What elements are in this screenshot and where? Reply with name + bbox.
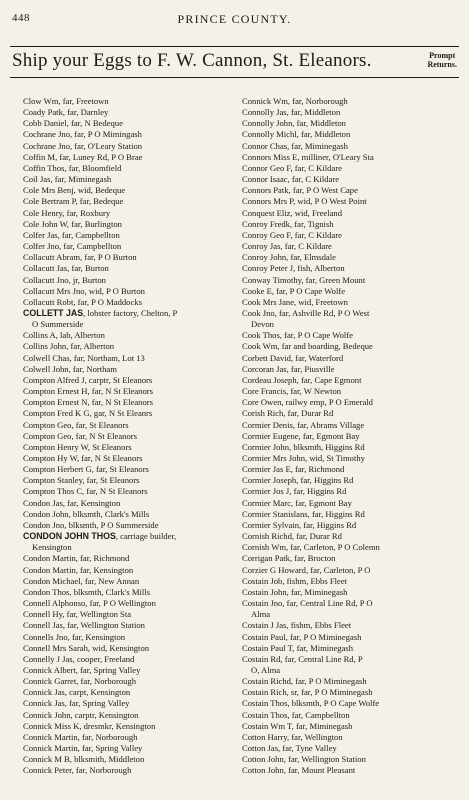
advertisement-banner (10, 46, 459, 78)
directory-entry: Coffin Thos, far, Bloomfield (23, 162, 122, 173)
directory-entry: Connell Hy, far, Wellington Sta (23, 609, 132, 620)
directory-entry: Compton Geo, far, St Eleanors (23, 419, 129, 430)
directory-entry: Cooke E, far, P O Cape Wolfe (242, 285, 346, 296)
directory-entry: Collacutt Jno, jr, Burton (23, 274, 106, 285)
directory-entry: Costain J Jas, fishm, Ebbs Fleet (242, 620, 352, 631)
directory-entry: Cole John W, far, Burlington (23, 218, 122, 229)
directory-entry: Colwell Chas, far, Northam, Lot 13 (23, 352, 145, 363)
directory-entry: Compton Thos C, far, N St Eleanors (23, 486, 148, 497)
directory-entry: Connor Geo F, far, C Kildare (242, 162, 342, 173)
directory-entry: Conroy Peter J, fish, Alberton (242, 263, 345, 274)
directory-entry: Compton Henry W, St Eleanors (23, 441, 132, 452)
directory-entry: Corrigan Patk, far, Brocton (242, 553, 336, 564)
directory-entry: Corzier G Howard, far, Carleton, P O (242, 564, 371, 575)
directory-entry: Connell Jas, far, Wellington Station (23, 620, 145, 631)
directory-entry: Cormier Jos J, far, Higgins Rd (242, 486, 347, 497)
directory-entry: Collacutt Robt, far, P O Maddocks (23, 296, 142, 307)
directory-entry: Costain John, far, Miminegash (242, 586, 348, 597)
directory-entry: Corish Rich, far, Durar Rd (242, 408, 334, 419)
directory-entry: Compton Herbert G, far, St Eleanors (23, 464, 149, 475)
directory-entry: Cormier Joseph, far, Higgins Rd (242, 475, 354, 486)
directory-entry: Kensington (32, 542, 72, 553)
directory-entry: Cook Thos, far, P O Cape Wolfe (242, 330, 353, 341)
directory-entry: Costain Thos, blksmth, P O Cape Wolfe (242, 698, 380, 709)
directory-entry: Condon Thos, blksmth, Clark's Mills (23, 586, 150, 597)
directory-entry: Coil Jas, far, Miminegash (23, 174, 112, 185)
directory-entry: Cormier Mrs John, wid, St Timothy (242, 453, 365, 463)
banner-side-line2: Returns. (427, 60, 457, 69)
directory-entry: Cormier John, blksmth, Higgins Rd (242, 441, 365, 452)
directory-entry: Cotton John, far, Wellington Station (242, 754, 366, 765)
directory-entry: Corbett David, far, Waterford (242, 352, 344, 363)
directory-entry: Connick Martin, far, Norborough (23, 731, 138, 742)
directory-entry: Connick Garret, far, Norborough (23, 676, 137, 687)
directory-entry: Cochrane Jno, far, O'Leary Station (23, 140, 143, 151)
directory-entry: Cook Mrs Jane, wid, Freetown (242, 296, 348, 307)
directory-entry: Conroy Geo F, far, C Kildare (242, 229, 342, 240)
directory-entry: Coffin M, far, Luney Rd, P O Brae (23, 151, 143, 162)
directory-entry: Connick Peter, far, Norborough (23, 765, 132, 776)
directory-entry: Condon Jno, blksmth, P O Summerside (23, 519, 159, 530)
directory-entry: Cook Jno, far, Ashville Rd, P O West (242, 307, 370, 318)
directory-entry: Compton Ernest N, far, N St Eleanors (23, 397, 153, 408)
directory-entry: Cornish Richd, far, Durar Rd (242, 531, 342, 542)
directory-entry: Connell Mrs Sarah, wid, Kensington (23, 642, 150, 653)
directory-entry: Connick Jas, far, Spring Valley (23, 698, 130, 709)
directory-entry: Connick John, carptr, Kensington (23, 709, 139, 720)
directory-entry: Cole Henry, far, Roxbury (23, 207, 111, 218)
directory-entry: Costain Rich, sr, far, P O Miminegash (242, 687, 373, 698)
directory-entry: Connolly Jas, far, Middleton (242, 107, 341, 118)
directory-entry: Cotton John, far, Mount Pleasant (242, 765, 356, 776)
directory-entry: Cotton Harry, far, Wellington (242, 731, 343, 742)
directory-entry: Connells Jno, far, Kensington (23, 631, 126, 642)
directory-entry: Connors Mrs P, wid, P O West Point (242, 196, 367, 207)
directory-entry: Connick Martin, far, Spring Valley (23, 743, 143, 754)
directory-entry: Compton Hy W, far, N St Eleanors (23, 453, 143, 463)
directory-entry: Devon (251, 319, 274, 330)
directory-entry: Cormier Marc, far, Egmont Bay (242, 497, 352, 508)
directory-entry: Collacutt Jas, far, Burton (23, 263, 109, 274)
directory-entry: Costain Paul, far, P O Miminegash (242, 631, 362, 642)
directory-entry: Connor Chas, far, Miminegash (242, 140, 348, 151)
directory-entry: Costain Wm T, far, Miminegash (242, 720, 353, 731)
directory-entry: Colwell John, far, Northam (23, 363, 117, 374)
directory-entry: Conroy Jas, far, C Kildare (242, 241, 332, 252)
directory-entry: Conroy Fredk, far, Tignish (242, 218, 334, 229)
directory-entry: Connick Albert, far, Spring Valley (23, 664, 141, 675)
directory-entry: Cochrane Jno, far, P O Mimingash (23, 129, 142, 140)
directory-entry: Cole Mrs Benj, wid, Bedeque (23, 185, 126, 196)
directory-entry: Coady Patk, far, Darnley (23, 107, 109, 118)
directory-entry: Connors Patk, far, P O West Cape (242, 185, 358, 196)
directory-entry: O Summerside (32, 319, 84, 330)
directory-entry: Costain Thos, far, Campbellton (242, 709, 350, 720)
directory-entry: Cook Wm, far and boarding, Bedeque (242, 341, 373, 352)
directory-entry: Core Francis, far, W Newton (242, 386, 342, 397)
directory-entry: Colfer Jas, far, Campbellton (23, 229, 120, 240)
banner-side-note (427, 51, 457, 69)
directory-entry: Condon Martin, far, Richmond (23, 553, 130, 564)
directory-entry: Costain Paul T, far, Miminegash (242, 642, 354, 653)
directory-entry: Connelly J Jas, cooper, Freeland (23, 653, 135, 664)
directory-entry: Condon Martin, far, Kensington (23, 564, 134, 575)
left-column (23, 96, 237, 777)
directory-entry: Cobb Daniel, far, N Bedeque (23, 118, 123, 129)
directory-entry: Compton Fred K G, gar, N St Eleanrs (23, 408, 153, 419)
directory-entry: Compton Ernest H, far, N St Eleanors (23, 386, 153, 397)
directory-entry: Cormier Jas E, far, Richmond (242, 464, 345, 475)
directory-entry: Colfer Jno, far, Campbellton (23, 241, 122, 252)
directory-entry: Condon John, blksmth, Clark's Mills (23, 508, 150, 519)
directory-entry: Cormier Denis, far, Abrams Village (242, 419, 365, 430)
right-column (242, 96, 464, 777)
directory-entry: Connick Wm, far, Norborough (242, 96, 348, 106)
directory-entry: Condon Jas, far, Kensington (23, 497, 121, 508)
directory-entry: Cormier Stanislans, far, Higgins Rd (242, 508, 365, 519)
directory-entry: Connick M B, blksmith, Middleton (23, 754, 145, 765)
directory-entry: Cornish Wm, far, Carleton, P O Colemn (242, 542, 380, 553)
directory-entry: Condon Michael, far, New Annan (23, 575, 140, 586)
directory-entry: Costain Job, fishm, Ebbs Fleet (242, 575, 348, 586)
page-header (12, 12, 457, 28)
directory-entry: O, Alma (251, 664, 281, 675)
banner-side-line1: Prompt (429, 51, 456, 60)
directory-entry: Cotton Jas, far, Tyne Valley (242, 743, 337, 754)
directory-entry: Cordeau Joseph, far, Cape Egmont (242, 374, 362, 385)
directory-entry: Connor Isaac, far, C Kildare (242, 174, 340, 185)
directory-entry: Alma (251, 609, 271, 620)
directory-entry: Collacutt Abram, far, P O Burton (23, 252, 137, 263)
directory-entry: Costain Jno, far, Central Line Rd, P O (242, 598, 373, 609)
directory-entry: Compton Geo, far, N St Eleanors (23, 430, 137, 441)
directory-entry: Compton Alfred J, carptr, St Eleanors (23, 374, 153, 385)
directory-entry: Collins A, lab, Alberton (23, 330, 105, 341)
directory-entry: Costain Rd, far, Central Line Rd, P (242, 653, 363, 664)
directory-entry: Compton Stanley, far, St Eleanors (23, 475, 140, 486)
directory-entry: Connick Jas, carpt, Kensington (23, 687, 131, 698)
directory-entry: Conquest Eliz, wid, Freeland (242, 207, 343, 218)
directory-entry: Collins John, far, Alberton (23, 341, 115, 352)
directory-entry: Conroy John, far, Elmsdale (242, 252, 336, 263)
directory-entry: Connolly Michl, far, Middleton (242, 129, 351, 140)
directory-entry: Costain Richd, far, P O Miminegash (242, 676, 367, 687)
directory-entry: Connolly John, far, Middleton (242, 118, 346, 129)
directory-entry: Conway Timothy, far, Green Mount (242, 274, 366, 285)
directory-entry: Connors Miss E, milliner, O'Leary Sta (242, 151, 374, 162)
page-number: 448 (12, 12, 30, 24)
directory-entry: Clow Wm, far, Freetown (23, 96, 109, 106)
directory-entry: Cormier Sylvain, far, Higgins Rd (242, 519, 357, 530)
directory-entry: Connell Alphonso, far, P O Wellington (23, 598, 156, 609)
directory-entry: COLLETT JAS, lobster factory, Chelton, P (23, 307, 178, 318)
directory-entry: Collacutt Mrs Jno, wid, P O Burton (23, 285, 145, 296)
directory-entry: Connick Miss K, dresmkr, Kensington (23, 720, 156, 731)
directory-entry: CONDON JOHN THOS, carriage builder, (23, 531, 177, 542)
directory-entry: Cormier Eugene, far, Egmont Bay (242, 430, 360, 441)
directory-entry: Core Owen, railwy emp, P O Emerald (242, 397, 373, 408)
directory-entry: Corcoran Jas, far, Piusville (242, 363, 335, 374)
page-title: PRINCE COUNTY. (177, 12, 292, 26)
directory-entry: Cole Bertram P, far, Bedeque (23, 196, 124, 207)
banner-text: Ship your Eggs to F. W. Cannon, St. Eleanors. (12, 50, 372, 71)
